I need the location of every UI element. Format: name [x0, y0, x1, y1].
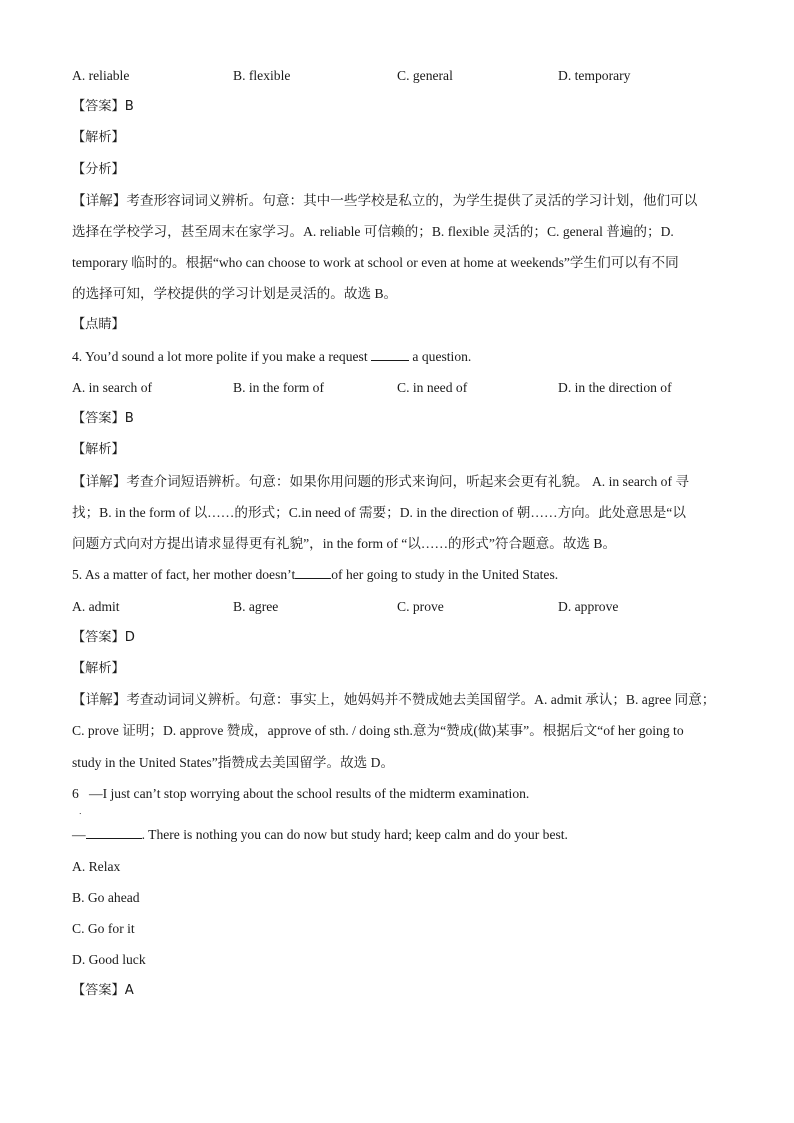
q3-fenxi-label: 【分析】 [72, 162, 125, 177]
q4-detail-line-3: 问题方式向对方提出请求显得更有礼貌”，in the form of “以……的形式”符合题意。故选 B。 [72, 536, 617, 551]
q4-detail-line-1: 【详解】考查介词短语辨析。句意：如果你用问题的形式来询问，听起来会更有礼貌。 A. in search of 寻 [72, 474, 689, 489]
q5-stem [72, 565, 558, 585]
q6-stem2-dash: — [72, 827, 86, 842]
q5-stem-before: 5. As a matter of fact, her mother doesn’t [72, 567, 296, 582]
q6-option-b: B. Go ahead [72, 890, 140, 905]
q6-number-dot: ． [79, 807, 87, 816]
q5-detail-line-1: 【详解】考查动词词义辨析。句意：事实上，她妈妈并不赞成她去美国留学。A. admit 承认；B. agree 同意； [72, 692, 716, 707]
q4-answer: 【答案】B [72, 411, 134, 426]
q3-detail-line-4: 的选择可知，学校提供的学习计划是灵活的。故选 B。 [72, 286, 398, 301]
q4-detail-line-2: 找；B. in the form of 以……的形式；C.in need of 需要；D. in the direction of 朝……方向。此处意思是“以 [72, 505, 686, 520]
q3-option-c: C. general [397, 68, 453, 83]
q6-answer: 【答案】A [72, 983, 134, 998]
q3-option-a: A. reliable [72, 68, 130, 83]
q4-blank [371, 347, 409, 361]
q5-detail-line-2: C. prove 证明；D. approve 赞成，approve of sth. / doing sth.意为“赞成(做)某事”。根据后文“of her going to [72, 723, 684, 738]
q6-stem2-after: . There is nothing you can do now but study hard; keep calm and do your best. [141, 827, 568, 842]
q3-option-d: D. temporary [558, 68, 631, 83]
q4-stem-after: a question. [409, 349, 472, 364]
q5-blank [295, 565, 331, 579]
q5-option-d: D. approve [558, 599, 619, 614]
q6-option-a: A. Relax [72, 859, 121, 874]
q5-stem-after: of her going to study in the United States. [331, 567, 559, 582]
q4-stem [72, 347, 471, 367]
q3-answer: 【答案】B [72, 99, 134, 114]
q3-detail-line-3: temporary 临时的。根据“who can choose to work at school or even at home at weekends”学生们可以有不同 [72, 255, 679, 270]
q6-option-d: D. Good luck [72, 952, 146, 967]
q6-stem-line-2 [72, 825, 568, 845]
q4-stem-before: 4. You’d sound a lot more polite if you make a request [72, 349, 372, 364]
q3-option-b: B. flexible [233, 68, 291, 83]
q3-analysis-label: 【解析】 [72, 130, 125, 145]
q5-option-b: B. agree [233, 599, 279, 614]
q6-stem-line-1 [72, 784, 529, 804]
q3-dianjing-label: 【点睛】 [72, 317, 125, 332]
q5-detail-line-3: study in the United States”指赞成去美国留学。故选 D。 [72, 755, 395, 770]
q4-option-a: A. in search of [72, 380, 153, 395]
q3-detail-line-2: 选择在学校学习，甚至周末在家学习。A. reliable 可信赖的；B. flexible 灵活的；C. general 普遍的；D. [72, 224, 674, 239]
q3-detail-line-1: 【详解】考查形容词词义辨析。句意：其中一些学校是私立的，为学生提供了灵活的学习计划，他们可以 [72, 193, 698, 208]
q4-option-d: D. in the direction of [558, 380, 672, 395]
q6-stem-1: —I just can’t stop worrying about the school results of the midterm examination. [89, 786, 530, 801]
q4-analysis-label: 【解析】 [72, 442, 125, 457]
q4-option-c: C. in need of [397, 380, 468, 395]
q5-option-c: C. prove [397, 599, 444, 614]
q6-option-c: C. Go for it [72, 921, 135, 936]
q6-number: 6 [72, 786, 79, 801]
q4-option-b: B. in the form of [233, 380, 324, 395]
q5-analysis-label: 【解析】 [72, 661, 125, 676]
q6-blank [86, 825, 142, 839]
q5-answer: 【答案】D [72, 630, 135, 645]
q5-option-a: A. admit [72, 599, 120, 614]
